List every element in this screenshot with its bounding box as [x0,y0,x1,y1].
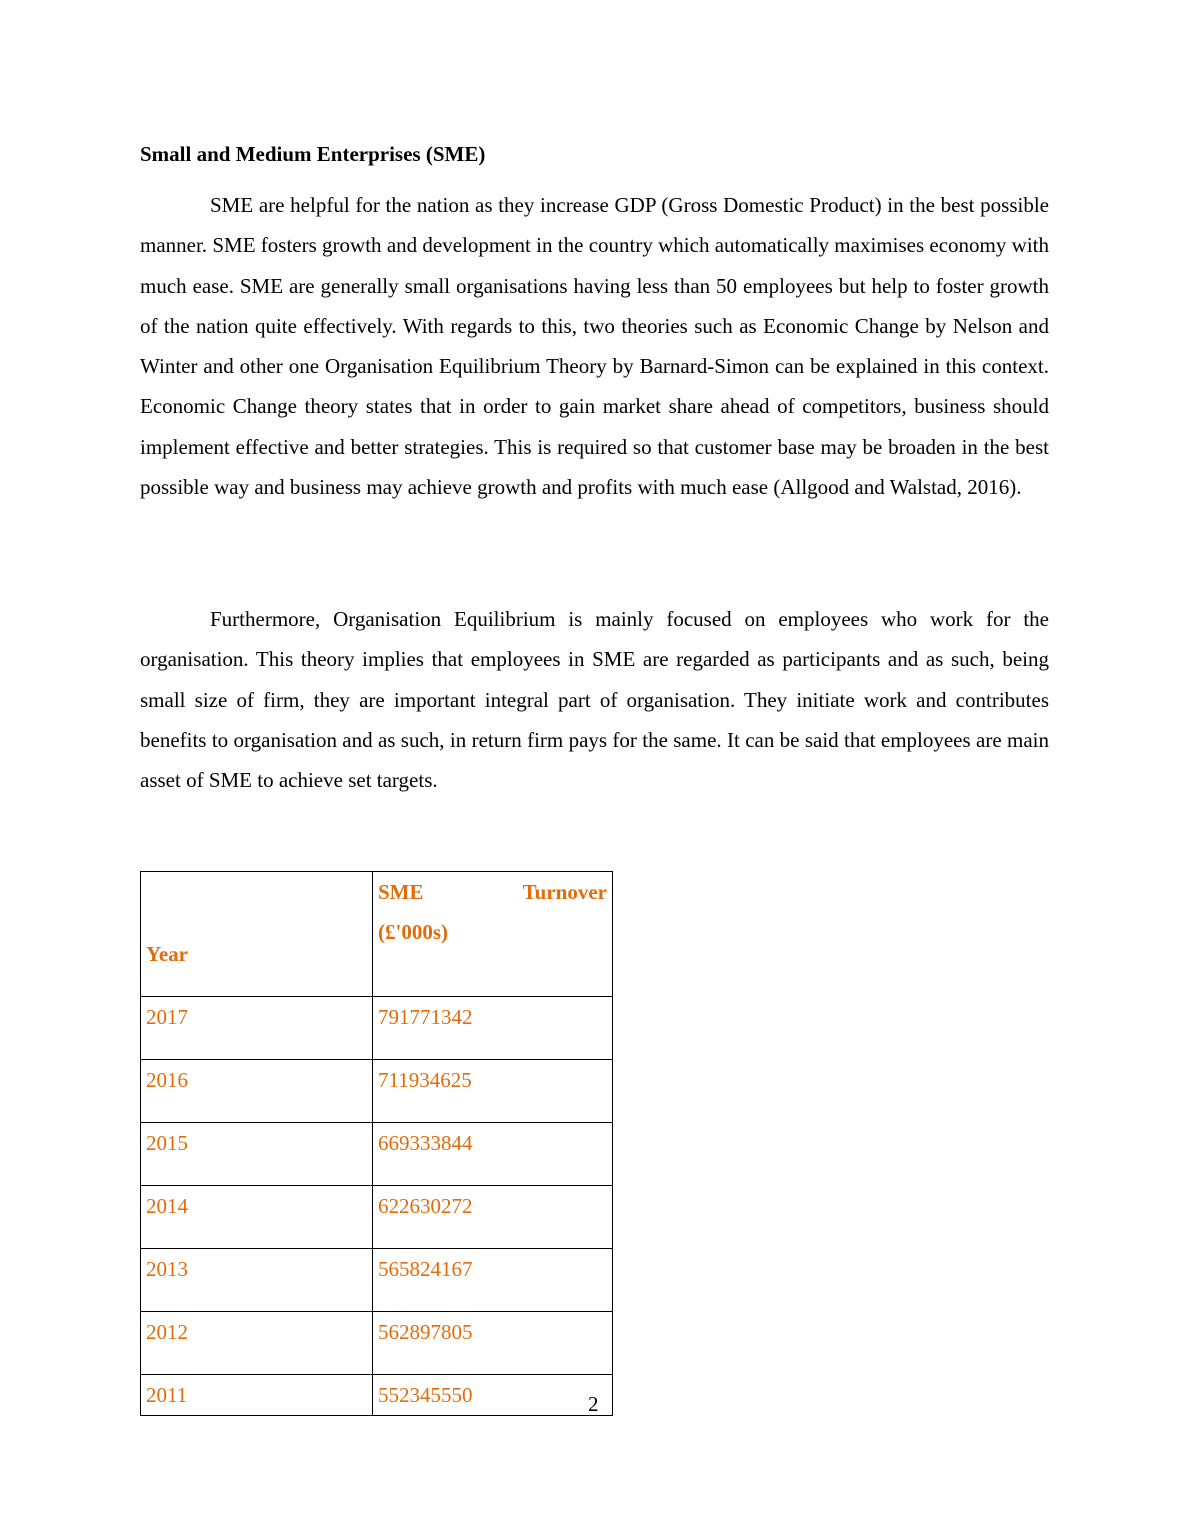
header-year: Year [141,872,373,997]
cell-turnover: 562897805 [373,1312,613,1375]
cell-turnover: 669333844 [373,1123,613,1186]
table-row [141,997,613,1060]
cell-year: 2017 [141,997,373,1060]
header-turnover [373,872,613,997]
table-row [141,1060,613,1123]
table-header-row [141,872,613,997]
cell-year: 2014 [141,1186,373,1249]
cell-year: 2016 [141,1060,373,1123]
header-turnover-word1: SME [378,880,424,904]
header-turnover-word2: Turnover [522,880,607,904]
cell-turnover: 565824167 [373,1249,613,1312]
cell-year: 2015 [141,1123,373,1186]
table-row [141,1123,613,1186]
table-row [141,1186,613,1249]
section-heading: Small and Medium Enterprises (SME) [140,142,486,166]
cell-year: 2011 [141,1375,373,1416]
table-row [141,1249,613,1312]
sme-turnover-table [140,871,613,1416]
header-turnover-unit: (£'000s) [378,920,448,944]
cell-year: 2012 [141,1312,373,1375]
cell-year: 2013 [141,1249,373,1312]
cell-turnover: 791771342 [373,997,613,1060]
paragraph-1: SME are helpful for the nation as they increase GDP (Gross Domestic Product) in the best possible manner. SME fosters growth and development in the country which automatically maximises economy with much ease. SME are generally small organisations having less than 50 employees but help to foster growth of the nation quite effectively. With regards to this, two theories such as Economic Change by Nelson and Winter and other one Organisation Equilibrium Theory by Barnard-Simon can be explained in this context. Economic Change theory states that in order to gain market share ahead of competitors, business should implement effective and better strategies. This is required so that customer base may be broaden in the best possible way and business may achieve growth and profits with much ease (Allgood and Walstad, 2016). [140,193,1049,500]
cell-turnover: 622630272 [373,1186,613,1249]
cell-turnover: 552345550 [373,1375,613,1416]
table-row [141,1375,613,1416]
page-number: 2 [588,1392,599,1416]
paragraph-2: Furthermore, Organisation Equilibrium is mainly focused on employees who work for the organisation. This theory implies that employees in SME are regarded as participants and as such, being small size of firm, they are important integral part of organisation. They initiate work and contributes benefits to organisation and as such, in return firm pays for the same. It can be said that employees are main asset of SME to achieve set targets. [140,607,1049,793]
cell-turnover: 711934625 [373,1060,613,1123]
table-row [141,1312,613,1375]
